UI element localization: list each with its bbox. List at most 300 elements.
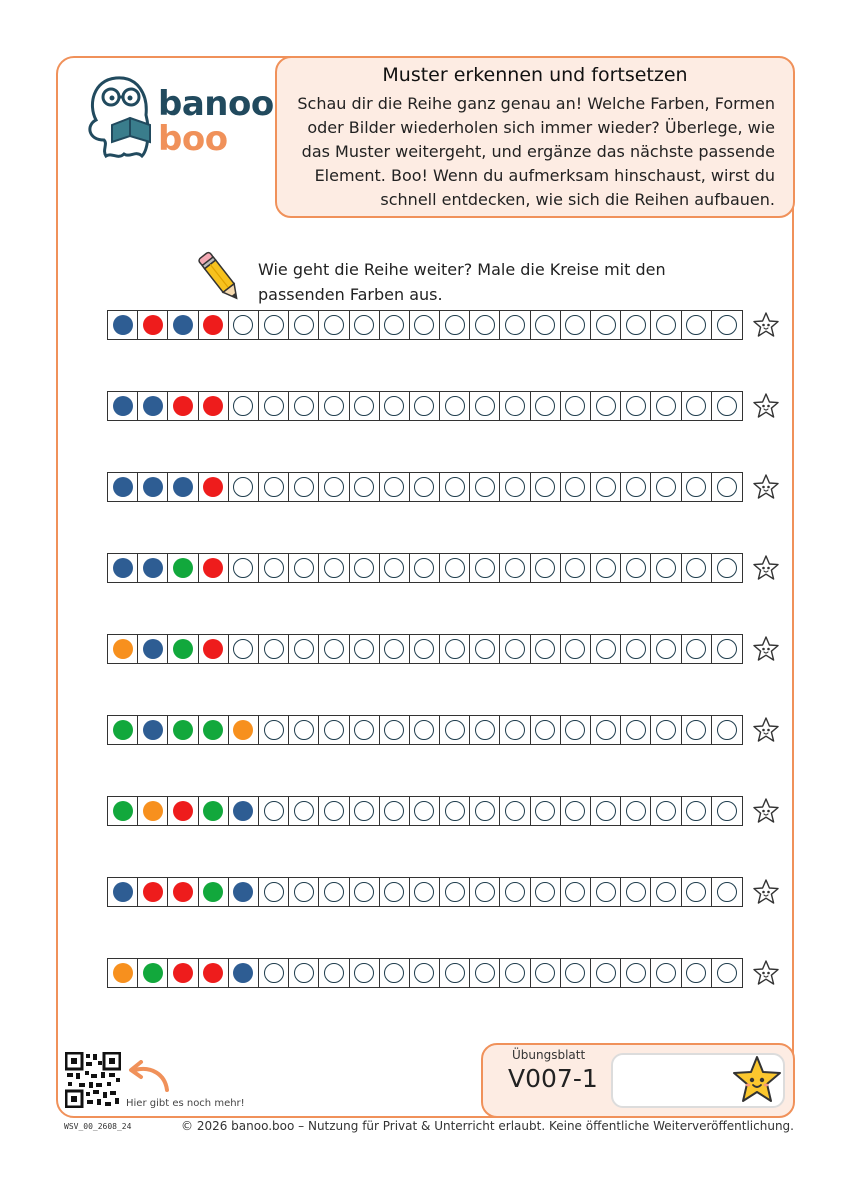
pattern-cell[interactable] [651,392,681,420]
empty-circle[interactable] [686,882,706,902]
pattern-cell[interactable] [500,716,530,744]
empty-circle[interactable] [414,558,434,578]
pattern-cell[interactable] [712,797,742,825]
pattern-cell[interactable] [470,554,500,582]
empty-circle[interactable] [414,639,434,659]
pattern-cell[interactable] [440,959,470,987]
pattern-cell[interactable] [621,473,651,501]
empty-circle[interactable] [324,801,344,821]
pattern-cell[interactable] [410,635,440,663]
pattern-cell[interactable] [500,959,530,987]
empty-circle[interactable] [264,477,284,497]
empty-circle[interactable] [565,963,585,983]
pattern-cell[interactable] [410,554,440,582]
pattern-cell[interactable] [289,959,319,987]
pattern-cell[interactable] [319,392,349,420]
empty-circle[interactable] [686,558,706,578]
empty-circle[interactable] [445,639,465,659]
pattern-cell[interactable] [712,635,742,663]
pattern-cell[interactable] [531,473,561,501]
pattern-cell[interactable] [289,554,319,582]
pattern-cell[interactable] [259,554,289,582]
pattern-cell[interactable] [591,878,621,906]
pattern-cell[interactable] [561,797,591,825]
pattern-cell[interactable] [682,473,712,501]
empty-circle[interactable] [626,396,646,416]
empty-circle[interactable] [565,396,585,416]
pattern-cell[interactable] [259,959,289,987]
pattern-cell[interactable] [651,311,681,339]
empty-circle[interactable] [686,639,706,659]
empty-circle[interactable] [414,477,434,497]
empty-circle[interactable] [324,882,344,902]
pattern-cell[interactable] [651,959,681,987]
pattern-cell[interactable] [682,797,712,825]
empty-circle[interactable] [535,639,555,659]
empty-circle[interactable] [414,801,434,821]
empty-circle[interactable] [656,396,676,416]
empty-circle[interactable] [445,477,465,497]
empty-circle[interactable] [233,639,253,659]
empty-circle[interactable] [565,558,585,578]
empty-circle[interactable] [294,801,314,821]
empty-circle[interactable] [384,477,404,497]
pattern-cell[interactable] [651,554,681,582]
empty-circle[interactable] [565,801,585,821]
empty-circle[interactable] [535,558,555,578]
pattern-cell[interactable] [289,311,319,339]
smiling-star-outline-icon[interactable] [752,959,780,987]
pattern-cell[interactable] [591,635,621,663]
empty-circle[interactable] [535,882,555,902]
empty-circle[interactable] [626,801,646,821]
empty-circle[interactable] [717,963,737,983]
empty-circle[interactable] [505,801,525,821]
empty-circle[interactable] [354,801,374,821]
pattern-cell[interactable] [470,716,500,744]
empty-circle[interactable] [717,396,737,416]
pattern-cell[interactable] [440,878,470,906]
pattern-cell[interactable] [350,311,380,339]
empty-circle[interactable] [686,396,706,416]
smiling-star-outline-icon[interactable] [752,311,780,339]
pattern-cell[interactable] [500,635,530,663]
pattern-cell[interactable] [561,635,591,663]
empty-circle[interactable] [264,639,284,659]
empty-circle[interactable] [656,315,676,335]
pattern-cell[interactable] [259,635,289,663]
empty-circle[interactable] [445,396,465,416]
smiling-star-outline-icon[interactable] [752,797,780,825]
pattern-cell[interactable] [561,473,591,501]
empty-circle[interactable] [535,963,555,983]
pattern-cell[interactable] [440,716,470,744]
empty-circle[interactable] [717,639,737,659]
empty-circle[interactable] [354,639,374,659]
empty-circle[interactable] [384,882,404,902]
empty-circle[interactable] [505,882,525,902]
pattern-cell[interactable] [682,554,712,582]
empty-circle[interactable] [294,639,314,659]
pattern-cell[interactable] [380,554,410,582]
pattern-cell[interactable] [350,959,380,987]
pattern-cell[interactable] [470,392,500,420]
empty-circle[interactable] [294,558,314,578]
pattern-cell[interactable] [350,878,380,906]
qr-code-icon[interactable] [65,1052,121,1108]
empty-circle[interactable] [445,315,465,335]
empty-circle[interactable] [717,882,737,902]
pattern-cell[interactable] [259,716,289,744]
pattern-cell[interactable] [440,311,470,339]
empty-circle[interactable] [354,396,374,416]
pattern-cell[interactable] [259,797,289,825]
empty-circle[interactable] [535,801,555,821]
empty-circle[interactable] [475,315,495,335]
empty-circle[interactable] [475,720,495,740]
pattern-cell[interactable] [289,392,319,420]
pattern-cell[interactable] [350,716,380,744]
pattern-cell[interactable] [712,311,742,339]
pattern-cell[interactable] [651,878,681,906]
pattern-cell[interactable] [229,473,259,501]
empty-circle[interactable] [656,720,676,740]
empty-circle[interactable] [717,315,737,335]
pattern-cell[interactable] [531,554,561,582]
pattern-cell[interactable] [470,311,500,339]
pattern-cell[interactable] [229,311,259,339]
empty-circle[interactable] [384,558,404,578]
empty-circle[interactable] [475,558,495,578]
empty-circle[interactable] [656,477,676,497]
pattern-cell[interactable] [500,554,530,582]
smiling-star-outline-icon[interactable] [752,878,780,906]
empty-circle[interactable] [596,558,616,578]
pattern-cell[interactable] [350,392,380,420]
pattern-cell[interactable] [531,311,561,339]
pattern-cell[interactable] [531,716,561,744]
empty-circle[interactable] [717,477,737,497]
pattern-cell[interactable] [651,473,681,501]
empty-circle[interactable] [294,477,314,497]
pattern-cell[interactable] [561,716,591,744]
pattern-cell[interactable] [591,716,621,744]
empty-circle[interactable] [505,720,525,740]
pattern-cell[interactable] [380,797,410,825]
smiling-star-outline-icon[interactable] [752,392,780,420]
pattern-cell[interactable] [319,554,349,582]
empty-circle[interactable] [414,882,434,902]
pattern-cell[interactable] [561,311,591,339]
pattern-cell[interactable] [410,878,440,906]
empty-circle[interactable] [656,558,676,578]
pattern-cell[interactable] [591,311,621,339]
empty-circle[interactable] [717,558,737,578]
pattern-cell[interactable] [651,635,681,663]
pattern-cell[interactable] [440,392,470,420]
pattern-cell[interactable] [712,959,742,987]
empty-circle[interactable] [475,396,495,416]
empty-circle[interactable] [565,720,585,740]
empty-circle[interactable] [475,639,495,659]
empty-circle[interactable] [475,801,495,821]
pattern-cell[interactable] [410,959,440,987]
pattern-cell[interactable] [500,392,530,420]
empty-circle[interactable] [686,477,706,497]
smiling-star-outline-icon[interactable] [752,473,780,501]
empty-circle[interactable] [717,801,737,821]
pattern-cell[interactable] [621,878,651,906]
pattern-cell[interactable] [380,959,410,987]
pattern-cell[interactable] [259,878,289,906]
empty-circle[interactable] [354,477,374,497]
pattern-cell[interactable] [289,797,319,825]
empty-circle[interactable] [596,963,616,983]
empty-circle[interactable] [596,639,616,659]
pattern-cell[interactable] [591,554,621,582]
empty-circle[interactable] [264,558,284,578]
empty-circle[interactable] [294,396,314,416]
empty-circle[interactable] [384,801,404,821]
empty-circle[interactable] [626,558,646,578]
empty-circle[interactable] [324,315,344,335]
empty-circle[interactable] [233,477,253,497]
pattern-cell[interactable] [440,554,470,582]
pattern-cell[interactable] [591,392,621,420]
empty-circle[interactable] [535,720,555,740]
pattern-cell[interactable] [500,878,530,906]
empty-circle[interactable] [445,558,465,578]
pattern-cell[interactable] [289,878,319,906]
empty-circle[interactable] [475,963,495,983]
empty-circle[interactable] [596,801,616,821]
pattern-cell[interactable] [561,392,591,420]
pattern-cell[interactable] [712,473,742,501]
pattern-cell[interactable] [651,716,681,744]
pattern-cell[interactable] [380,878,410,906]
pattern-cell[interactable] [319,878,349,906]
empty-circle[interactable] [264,315,284,335]
pattern-cell[interactable] [259,473,289,501]
pattern-cell[interactable] [229,392,259,420]
empty-circle[interactable] [354,315,374,335]
pattern-cell[interactable] [500,311,530,339]
empty-circle[interactable] [686,720,706,740]
pattern-cell[interactable] [682,635,712,663]
empty-circle[interactable] [535,315,555,335]
pattern-cell[interactable] [229,554,259,582]
pattern-cell[interactable] [712,878,742,906]
empty-circle[interactable] [626,963,646,983]
empty-circle[interactable] [565,315,585,335]
pattern-cell[interactable] [561,554,591,582]
pattern-cell[interactable] [410,797,440,825]
pattern-cell[interactable] [621,797,651,825]
empty-circle[interactable] [264,801,284,821]
pattern-cell[interactable] [410,311,440,339]
empty-circle[interactable] [626,477,646,497]
empty-circle[interactable] [384,639,404,659]
empty-circle[interactable] [686,801,706,821]
pattern-cell[interactable] [621,959,651,987]
empty-circle[interactable] [596,396,616,416]
pattern-cell[interactable] [410,392,440,420]
empty-circle[interactable] [717,720,737,740]
empty-circle[interactable] [445,801,465,821]
empty-circle[interactable] [565,882,585,902]
empty-circle[interactable] [264,396,284,416]
smiling-star-outline-icon[interactable] [752,716,780,744]
empty-circle[interactable] [324,477,344,497]
pattern-cell[interactable] [561,878,591,906]
pattern-cell[interactable] [350,554,380,582]
pattern-cell[interactable] [440,635,470,663]
empty-circle[interactable] [475,477,495,497]
empty-circle[interactable] [414,315,434,335]
pattern-cell[interactable] [682,392,712,420]
pattern-cell[interactable] [621,392,651,420]
pattern-cell[interactable] [682,878,712,906]
pattern-cell[interactable] [229,635,259,663]
empty-circle[interactable] [324,396,344,416]
pattern-cell[interactable] [470,635,500,663]
pattern-cell[interactable] [470,797,500,825]
empty-circle[interactable] [324,720,344,740]
empty-circle[interactable] [505,477,525,497]
pattern-cell[interactable] [712,716,742,744]
pattern-cell[interactable] [531,797,561,825]
empty-circle[interactable] [505,558,525,578]
pattern-cell[interactable] [712,392,742,420]
pattern-cell[interactable] [621,716,651,744]
empty-circle[interactable] [384,315,404,335]
pattern-cell[interactable] [380,311,410,339]
empty-circle[interactable] [233,558,253,578]
empty-circle[interactable] [414,720,434,740]
empty-circle[interactable] [294,882,314,902]
pattern-cell[interactable] [531,959,561,987]
pattern-cell[interactable] [561,959,591,987]
empty-circle[interactable] [686,963,706,983]
pattern-cell[interactable] [591,797,621,825]
empty-circle[interactable] [233,315,253,335]
empty-circle[interactable] [656,639,676,659]
pattern-cell[interactable] [259,311,289,339]
empty-circle[interactable] [294,720,314,740]
empty-circle[interactable] [354,963,374,983]
empty-circle[interactable] [264,720,284,740]
empty-circle[interactable] [384,963,404,983]
pattern-cell[interactable] [289,473,319,501]
smiling-star-outline-icon[interactable] [752,635,780,663]
empty-circle[interactable] [264,882,284,902]
pattern-cell[interactable] [531,392,561,420]
empty-circle[interactable] [384,396,404,416]
pattern-cell[interactable] [380,392,410,420]
pattern-cell[interactable] [712,554,742,582]
empty-circle[interactable] [596,315,616,335]
pattern-cell[interactable] [380,635,410,663]
empty-circle[interactable] [535,477,555,497]
empty-circle[interactable] [505,963,525,983]
pattern-cell[interactable] [319,311,349,339]
pattern-cell[interactable] [470,878,500,906]
pattern-cell[interactable] [440,797,470,825]
empty-circle[interactable] [294,963,314,983]
empty-circle[interactable] [626,720,646,740]
empty-circle[interactable] [565,639,585,659]
pattern-cell[interactable] [651,797,681,825]
pattern-cell[interactable] [319,473,349,501]
pattern-cell[interactable] [470,959,500,987]
pattern-cell[interactable] [259,392,289,420]
pattern-cell[interactable] [289,716,319,744]
empty-circle[interactable] [626,639,646,659]
empty-circle[interactable] [596,882,616,902]
pattern-cell[interactable] [591,473,621,501]
empty-circle[interactable] [324,639,344,659]
empty-circle[interactable] [656,801,676,821]
empty-circle[interactable] [505,639,525,659]
empty-circle[interactable] [686,315,706,335]
empty-circle[interactable] [354,720,374,740]
empty-circle[interactable] [596,720,616,740]
empty-circle[interactable] [233,396,253,416]
empty-circle[interactable] [626,882,646,902]
pattern-cell[interactable] [500,797,530,825]
empty-circle[interactable] [445,882,465,902]
pattern-cell[interactable] [350,635,380,663]
empty-circle[interactable] [565,477,585,497]
empty-circle[interactable] [626,315,646,335]
empty-circle[interactable] [475,882,495,902]
pattern-cell[interactable] [591,959,621,987]
pattern-cell[interactable] [621,554,651,582]
empty-circle[interactable] [384,720,404,740]
empty-circle[interactable] [656,963,676,983]
empty-circle[interactable] [324,963,344,983]
empty-circle[interactable] [264,963,284,983]
pattern-cell[interactable] [682,959,712,987]
pattern-cell[interactable] [682,311,712,339]
pattern-cell[interactable] [682,716,712,744]
empty-circle[interactable] [414,396,434,416]
empty-circle[interactable] [535,396,555,416]
empty-circle[interactable] [505,315,525,335]
pattern-cell[interactable] [531,635,561,663]
pattern-cell[interactable] [319,797,349,825]
empty-circle[interactable] [354,558,374,578]
pattern-cell[interactable] [350,473,380,501]
pattern-cell[interactable] [621,311,651,339]
smiling-star-outline-icon[interactable] [752,554,780,582]
pattern-cell[interactable] [440,473,470,501]
pattern-cell[interactable] [621,635,651,663]
empty-circle[interactable] [294,315,314,335]
empty-circle[interactable] [354,882,374,902]
pattern-cell[interactable] [500,473,530,501]
pattern-cell[interactable] [410,473,440,501]
pattern-cell[interactable] [470,473,500,501]
pattern-cell[interactable] [319,959,349,987]
pattern-cell[interactable] [410,716,440,744]
empty-circle[interactable] [324,558,344,578]
pattern-cell[interactable] [380,716,410,744]
pattern-cell[interactable] [319,716,349,744]
pattern-cell[interactable] [319,635,349,663]
empty-circle[interactable] [445,963,465,983]
pattern-cell[interactable] [350,797,380,825]
